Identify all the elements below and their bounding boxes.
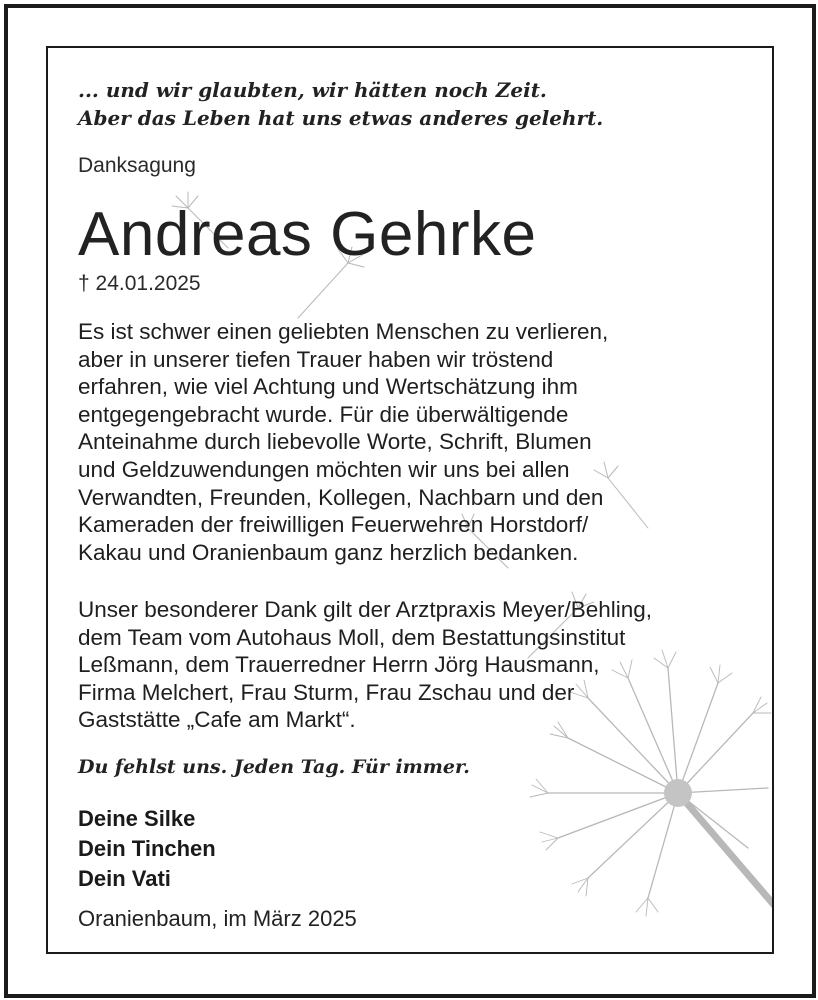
paragraph-line: Kakau und Oranienbaum ganz herzlich bedanken. xyxy=(78,539,579,565)
notice-inner-frame xyxy=(46,46,774,954)
motto-line-1: ... und wir glaubten, wir hätten noch Zeit. xyxy=(78,78,547,102)
paragraph-line: Unser besonderer Dank gilt der Arztpraxis Meyer/Behling, xyxy=(78,597,653,622)
paragraph-line: entgegengebracht wurde. Für die überwältigende xyxy=(78,401,569,427)
thanks-paragraph-1 xyxy=(78,318,768,566)
signature-line: Dein Tinchen xyxy=(78,836,216,861)
heading-label: Danksagung xyxy=(78,154,196,177)
paragraph-line: dem Team vom Autohaus Moll, dem Bestattungsinstitut xyxy=(78,624,626,650)
motto-line-2: Aber das Leben hat uns etwas anderes gelehrt. xyxy=(78,106,604,130)
deceased-name: Andreas Gehrke xyxy=(78,200,537,269)
place-and-date: Oranienbaum, im März 2025 xyxy=(78,906,357,931)
paragraph-line: Leßmann, dem Trauerredner Herrn Jörg Hausmann, xyxy=(78,652,600,678)
notice-outer-frame xyxy=(4,4,816,998)
paragraph-line: Gaststätte „Cafe am Markt“. xyxy=(78,707,356,733)
thanks-paragraph-2 xyxy=(78,596,768,734)
motto-quote xyxy=(78,76,718,132)
paragraph-line: aber in unserer tiefen Trauer haben wir tröstend xyxy=(78,346,554,372)
paragraph-line: Verwandten, Freunden, Kollegen, Nachbarn und den xyxy=(78,484,604,510)
signature-line: Deine Silke xyxy=(78,806,196,831)
closing-line: Du fehlst uns. Jeden Tag. Für immer. xyxy=(78,756,470,778)
death-date: † 24.01.2025 xyxy=(78,272,201,295)
paragraph-line: erfahren, wie viel Achtung und Wertschätzung ihm xyxy=(78,374,578,400)
paragraph-line: Firma Melchert, Frau Sturm, Frau Zschau und der xyxy=(78,679,575,705)
paragraph-line: Kameraden der freiwilligen Feuerwehren Horstdorf/ xyxy=(78,512,589,538)
paragraph-line: und Geldzuwendungen möchten wir uns bei allen xyxy=(78,456,570,482)
signatures xyxy=(78,804,216,894)
signature-line: Dein Vati xyxy=(78,866,171,891)
paragraph-line: Es ist schwer einen geliebten Menschen zu verlieren, xyxy=(78,319,609,344)
paragraph-line: Anteinahme durch liebevolle Worte, Schrift, Blumen xyxy=(78,429,592,455)
